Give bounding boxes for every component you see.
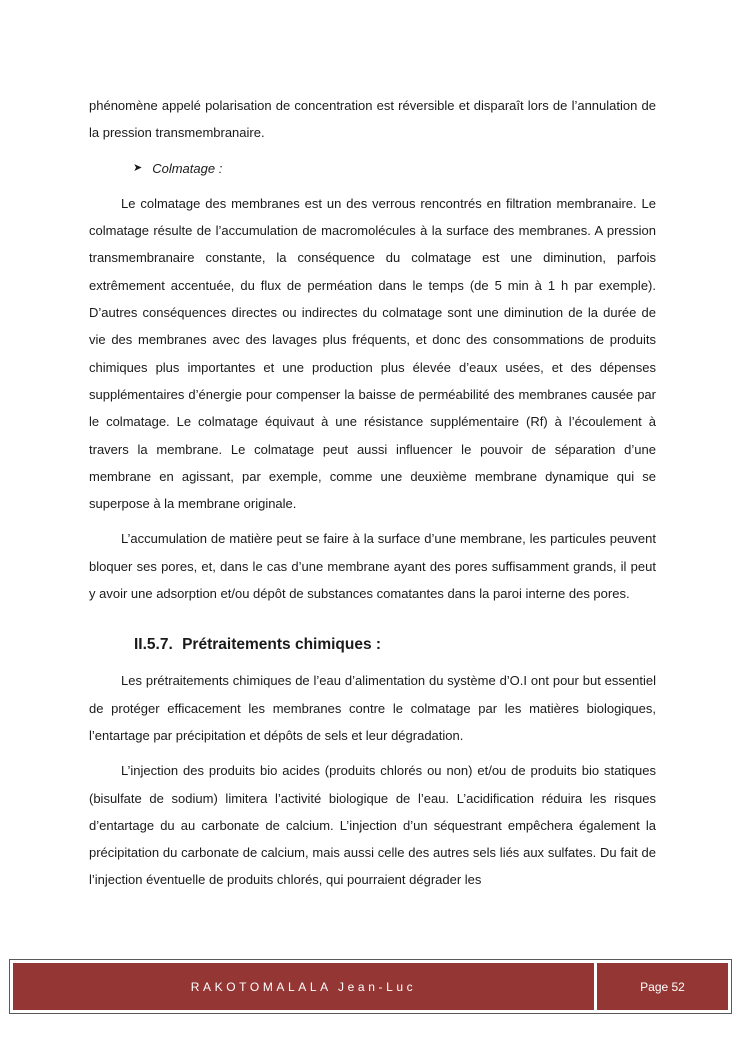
paragraph-colmatage: Le colmatage des membranes est un des verrous rencontrés en filtration membranaire. Le colmatage résulte de l’accumulation de macromolécules à la surface des membranes. A pression transmembranaire constante, la conséquence du colmatage est une diminution, parfois extrêmement accentuée, du flux de perméation dans le temps (de 5 min à 1 h par exemple). D’autres conséquences directes ou indirectes du colmatage sont une diminution de la durée de vie des membranes avec des lavages plus fréquents, et donc des consommations de produits chimiques plus importantes et une production plus élevée d’eaux usées, et des dépenses supplémentaires d’énergie pour compenser la baisse de perméabilité des membranes causée par le colmatage. Le colmatage équivaut à une résistance supplémentaire (Rf) à l’écoulement à travers la membrane. Le colmatage peut aussi influencer le pouvoir de séparation d’une membrane en agissant, par exemple, comme une deuxième membrane dynamique qui se superpose à la membrane originale. bbox=[89, 195, 656, 512]
paragraph-pretraitements: Les prétraitements chimiques de l’eau d’alimentation du système d’O.I ont pour but essentiel de protéger efficacement les membranes contre le colmatage par les matières biologiques, l’entartage par précipitation et dépôts de sels et leur dégradation. bbox=[89, 673, 656, 743]
section-heading bbox=[134, 631, 656, 659]
paragraph-polarisation: phénomène appelé polarisation de concentration est réversible et disparaît lors de l’annulation de la pression transmembranaire. bbox=[89, 98, 656, 141]
paragraph-injection: L’injection des produits bio acides (produits chlorés ou non) et/ou de produits bio statiques (bisulfate de sodium) limitera l’activité biologique de l’eau. L’acidification réduira les risques d’entartage du au carbonate de calcium. L’injection d’un séquestrant empêchera également la précipitation du carbonate de calcium, mais aussi celle des autres sels liés aux sulfates. Du fait de l’injection éventuelle de produits chlorés, qui pourraient dégrader les bbox=[89, 763, 656, 888]
bullet-colmatage bbox=[89, 155, 656, 182]
section-title: Prétraitements chimiques : bbox=[182, 636, 382, 654]
page-footer bbox=[9, 959, 732, 1014]
section-number: II.5.7. bbox=[134, 636, 173, 654]
bullet-label: Colmatage : bbox=[152, 160, 223, 176]
arrow-bullet-icon: ➤ bbox=[133, 161, 143, 174]
paragraph-accumulation: L’accumulation de matière peut se faire à la surface d’une membrane, les particules peuvent bloquer ses pores, et, dans le cas d’une membrane ayant des pores suffisamment grands, il peut y avoir une adsorption et/ou dépôt de substances comatantes dans la paroi interne des pores. bbox=[89, 531, 656, 602]
page-body bbox=[89, 92, 656, 894]
footer-author: RAKOTOMALALA Jean-Luc bbox=[13, 963, 594, 1010]
footer-page-number: Page 52 bbox=[597, 963, 728, 1010]
